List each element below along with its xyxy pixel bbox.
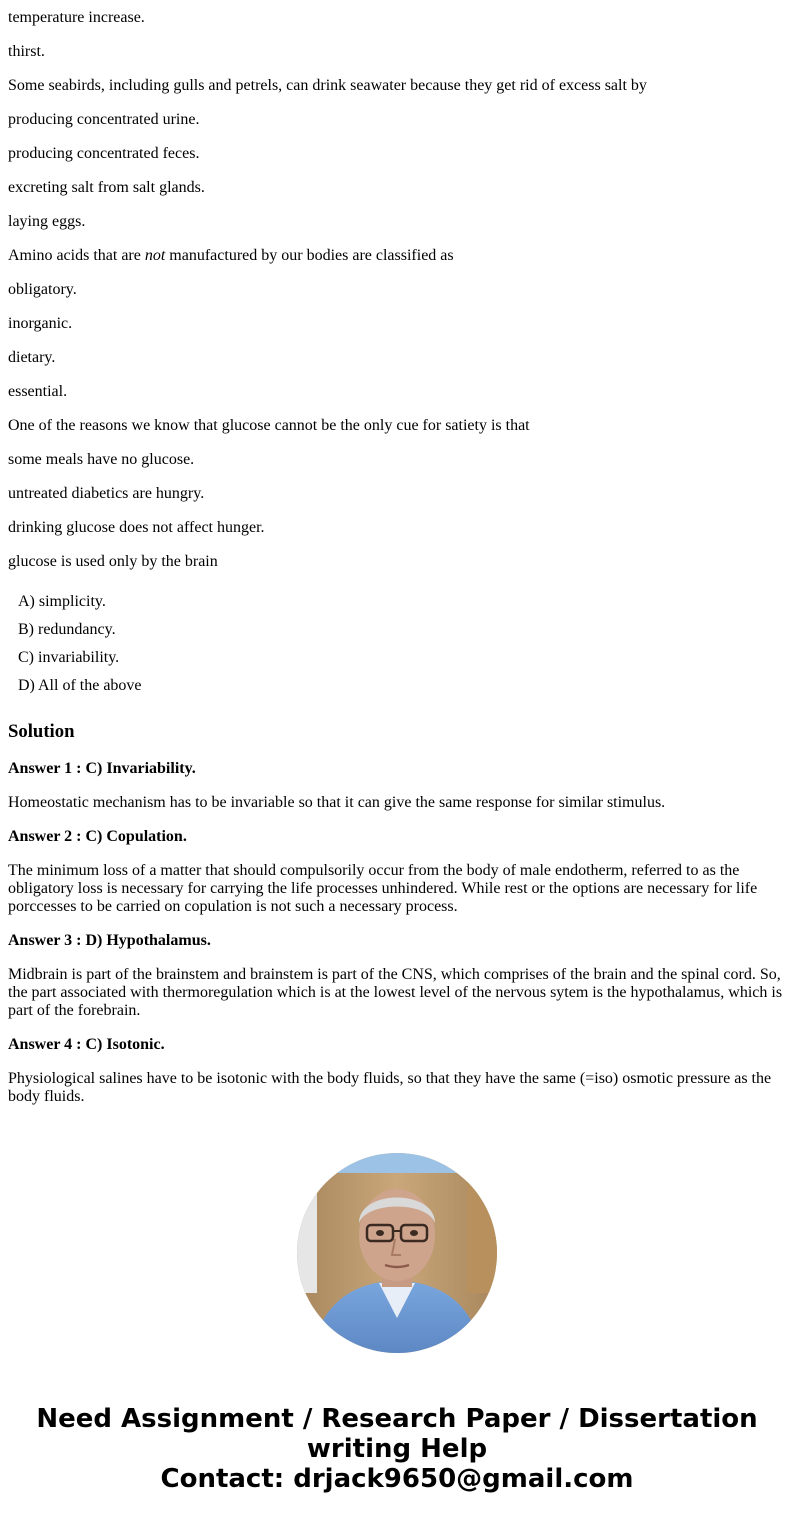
promo-line: writing Help [306, 1434, 488, 1464]
answer-text: Homeostatic mechanism has to be invariable so that it can give the same response for similar stimulus. [8, 794, 666, 811]
prompt-emphasis: not [144, 247, 166, 264]
lettered-option: B) redundancy. [18, 621, 116, 638]
option-text: glucose is used only by the brain [8, 553, 218, 570]
answer-text: Physiological salines have to be isotonic with the body fluids, so that they have the same (=iso) osmotic pressure as the body fluids. [8, 1070, 772, 1105]
option-text: obligatory. [8, 281, 77, 298]
answer-title: Answer 1 : C) Invariability. [8, 760, 196, 777]
question-prompt: One of the reasons we know that glucose cannot be the only cue for satiety is that [8, 417, 530, 434]
prompt-part: Amino acids that are [8, 247, 145, 264]
solution-heading: Solution [8, 721, 75, 742]
answer-title: Answer 2 : C) Copulation. [8, 828, 187, 845]
option-text: temperature increase. [8, 9, 145, 26]
option-text: producing concentrated urine. [8, 111, 200, 128]
option-text: untreated diabetics are hungry. [8, 485, 205, 502]
lettered-option: D) All of the above [18, 677, 142, 694]
option-text: laying eggs. [8, 213, 86, 230]
answer-text: The minimum loss of a matter that should compulsorily occur from the body of male endotherm, referred to as the obligatory loss is necessary for carrying the life processes unhindered. While rest or the options are necessary for life porccesses to be carried on copulation is not such a necessary process. [8, 862, 758, 915]
lettered-option: A) simplicity. [18, 593, 106, 610]
option-text: dietary. [8, 349, 56, 366]
option-text: essential. [8, 383, 68, 400]
avatar [297, 1153, 497, 1353]
question-prompt [8, 247, 454, 265]
option-text: inorganic. [8, 315, 73, 332]
answer-text: Midbrain is part of the brainstem and brainstem is part of the CNS, which comprises of the brain and the spinal cord. So, the part associated with thermoregulation which is at the lowest level of the nervous sytem is the hypothalamus, which is part of the forebrain. [8, 966, 783, 1019]
option-text: some meals have no glucose. [8, 451, 195, 468]
option-text: excreting salt from salt glands. [8, 179, 205, 196]
lettered-option: C) invariability. [18, 649, 120, 666]
question-prompt: Some seabirds, including gulls and petrels, can drink seawater because they get rid of excess salt by [8, 77, 647, 94]
option-text: thirst. [8, 43, 45, 60]
option-text: drinking glucose does not affect hunger. [8, 519, 265, 536]
option-text: producing concentrated feces. [8, 145, 200, 162]
promo-banner [0, 1404, 794, 1494]
prompt-part: manufactured by our bodies are classified as [165, 247, 454, 264]
person-photo [297, 1153, 497, 1353]
promo-line: Need Assignment / Research Paper / Dissertation [36, 1404, 758, 1434]
promo-contact[interactable]: Contact: drjack9650@gmail.com [160, 1464, 634, 1494]
answer-title: Answer 4 : C) Isotonic. [8, 1036, 165, 1053]
answer-title: Answer 3 : D) Hypothalamus. [8, 932, 211, 949]
